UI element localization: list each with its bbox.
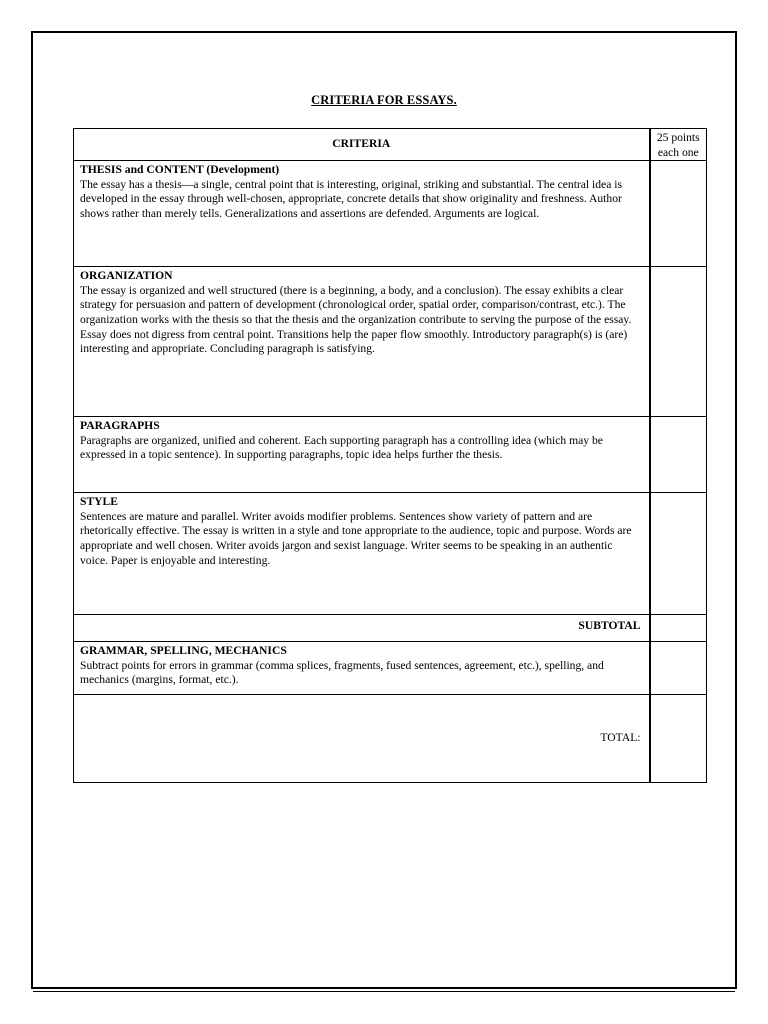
criteria-description: Subtract points for errors in grammar (comma splices, fragments, fused sentences, agreement, etc.), spelling, and mechanics (margins, format, etc.). — [80, 658, 604, 687]
points-cell[interactable] — [650, 493, 707, 615]
criteria-cell — [74, 493, 650, 615]
criteria-heading: THESIS and CONTENT (Development) — [80, 163, 280, 177]
criteria-row-paragraphs — [74, 417, 707, 493]
page-border-bottom-rule — [33, 991, 735, 992]
subtotal-points-cell[interactable] — [650, 615, 707, 642]
subtotal-row — [74, 615, 707, 642]
subtotal-label: SUBTOTAL — [74, 615, 650, 642]
criteria-row-style — [74, 493, 707, 615]
points-cell[interactable] — [650, 161, 707, 267]
criteria-description: Sentences are mature and parallel. Writer avoids modifier problems. Sentences show variety of pattern and are rhetorically effective. The essay is written in a style and tone appropriate to the audience, topic and purpose. Words are appropriate and well chosen. Writer avoids jargon and sexist language. Writer seems to be speaking in an authentic voice. Paper is enjoyable and interesting. — [80, 509, 632, 567]
criteria-column-header: CRITERIA — [74, 129, 650, 161]
criteria-cell — [74, 417, 650, 493]
criteria-heading: PARAGRAPHS — [80, 419, 160, 433]
points-header-line-2: each one — [657, 145, 699, 159]
criteria-cell — [74, 642, 650, 695]
criteria-description: Paragraphs are organized, unified and coherent. Each supporting paragraph has a controlling idea (which may be expressed in a topic sentence). In supporting paragraphs, topic idea helps further the thesis. — [80, 433, 603, 462]
criteria-heading: STYLE — [80, 495, 119, 509]
total-points-cell[interactable] — [650, 695, 707, 783]
criteria-cell — [74, 161, 650, 267]
points-header-line-1: 25 points — [656, 131, 700, 144]
points-cell[interactable] — [650, 642, 707, 695]
points-cell[interactable] — [650, 417, 707, 493]
criteria-heading: GRAMMAR, SPELLING, MECHANICS — [80, 644, 287, 658]
criteria-heading: ORGANIZATION — [80, 269, 173, 283]
table-header-row — [74, 129, 707, 161]
criteria-description: The essay has a thesis—a single, central point that is interesting, original, striking and substantial. The central idea is developed in the essay through well-chosen, appropriate, concrete details that show originality and freshness. Author shows rather than merely tells. Generalizations and assertions are defended. Arguments are logical. — [80, 177, 622, 220]
total-label: TOTAL: — [74, 695, 650, 783]
document-title: CRITERIA FOR ESSAYS. — [311, 93, 457, 107]
criteria-description: The essay is organized and well structured (there is a beginning, a body, and a conclusion). The essay exhibits a clear strategy for persuasion and pattern of development (chronological order, spatial order, comparison/contrast, etc.). The organization works with the thesis so that the thesis and the organization contribute to serving the purpose of the essay. Essay does not digress from central point. Transitions help the paper flow smoothly. Introductory paragraph(s) is (are) interesting and appropriate. Concluding paragraph is satisfying. — [80, 283, 632, 356]
points-column-header — [650, 129, 707, 161]
criteria-cell — [74, 267, 650, 417]
points-cell[interactable] — [650, 267, 707, 417]
criteria-row-thesis — [74, 161, 707, 267]
criteria-row-grammar — [74, 642, 707, 695]
criteria-table — [73, 128, 707, 783]
total-row — [74, 695, 707, 783]
criteria-row-organization — [74, 267, 707, 417]
